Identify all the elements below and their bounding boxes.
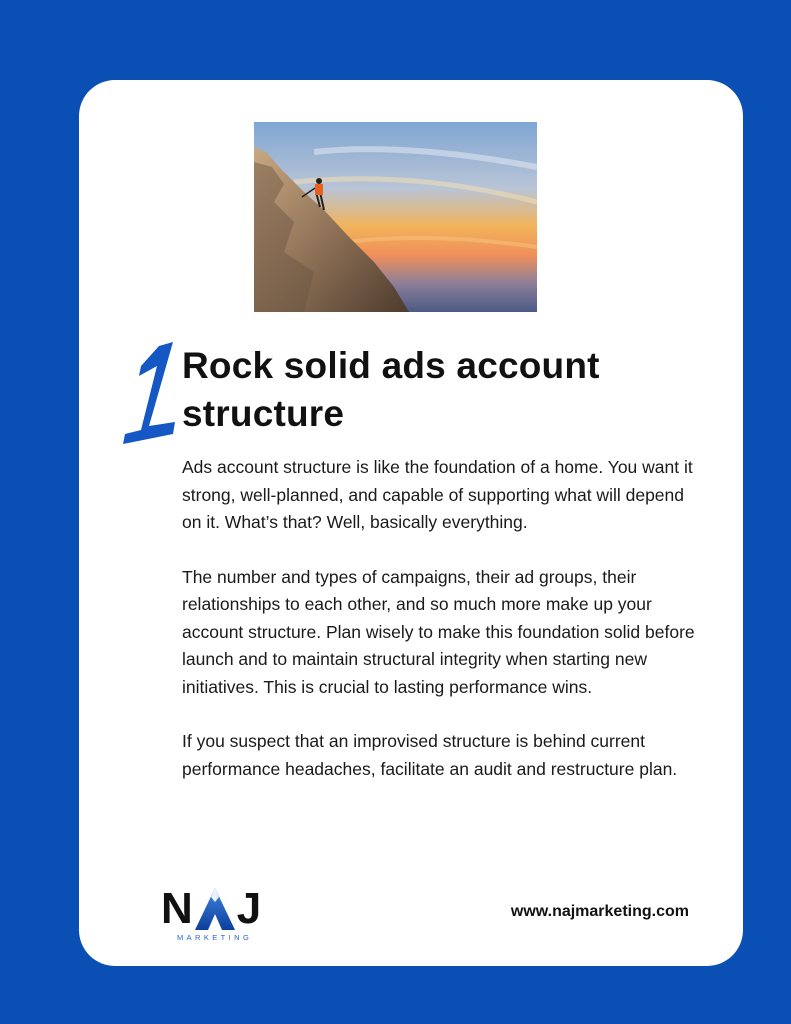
mountain-a-icon xyxy=(195,888,235,930)
logo-letter-n: N xyxy=(161,884,193,933)
paragraph: Ads account structure is like the foundation of a home. You want it strong, well-planned, and capable of supporting what will depend on it. What’s that? Well, basically everything. xyxy=(182,457,693,532)
section-number-glyph xyxy=(119,342,179,444)
paragraph: If you suspect that an improvised structure is behind current performance headaches, facilitate an audit and restructure plan. xyxy=(182,731,678,779)
climber-sunset-photo xyxy=(254,122,537,312)
content-card xyxy=(79,80,743,966)
naj-marketing-logo xyxy=(161,884,279,944)
website-url[interactable]: www.najmarketing.com xyxy=(510,903,689,920)
body-text xyxy=(182,454,702,810)
paragraph: The number and types of campaigns, their ad groups, their relationships to each other, and so much more make up your account structure. Plan wisely to make this foundation solid before launch and to maintain structural integrity when starting new initiatives. This is crucial to lasting performance wins. xyxy=(182,566,695,697)
logo-subtitle: MARKETING xyxy=(177,933,253,942)
logo-letter-j: J xyxy=(236,884,262,933)
section-title: Rock solid ads account structure xyxy=(182,345,600,434)
